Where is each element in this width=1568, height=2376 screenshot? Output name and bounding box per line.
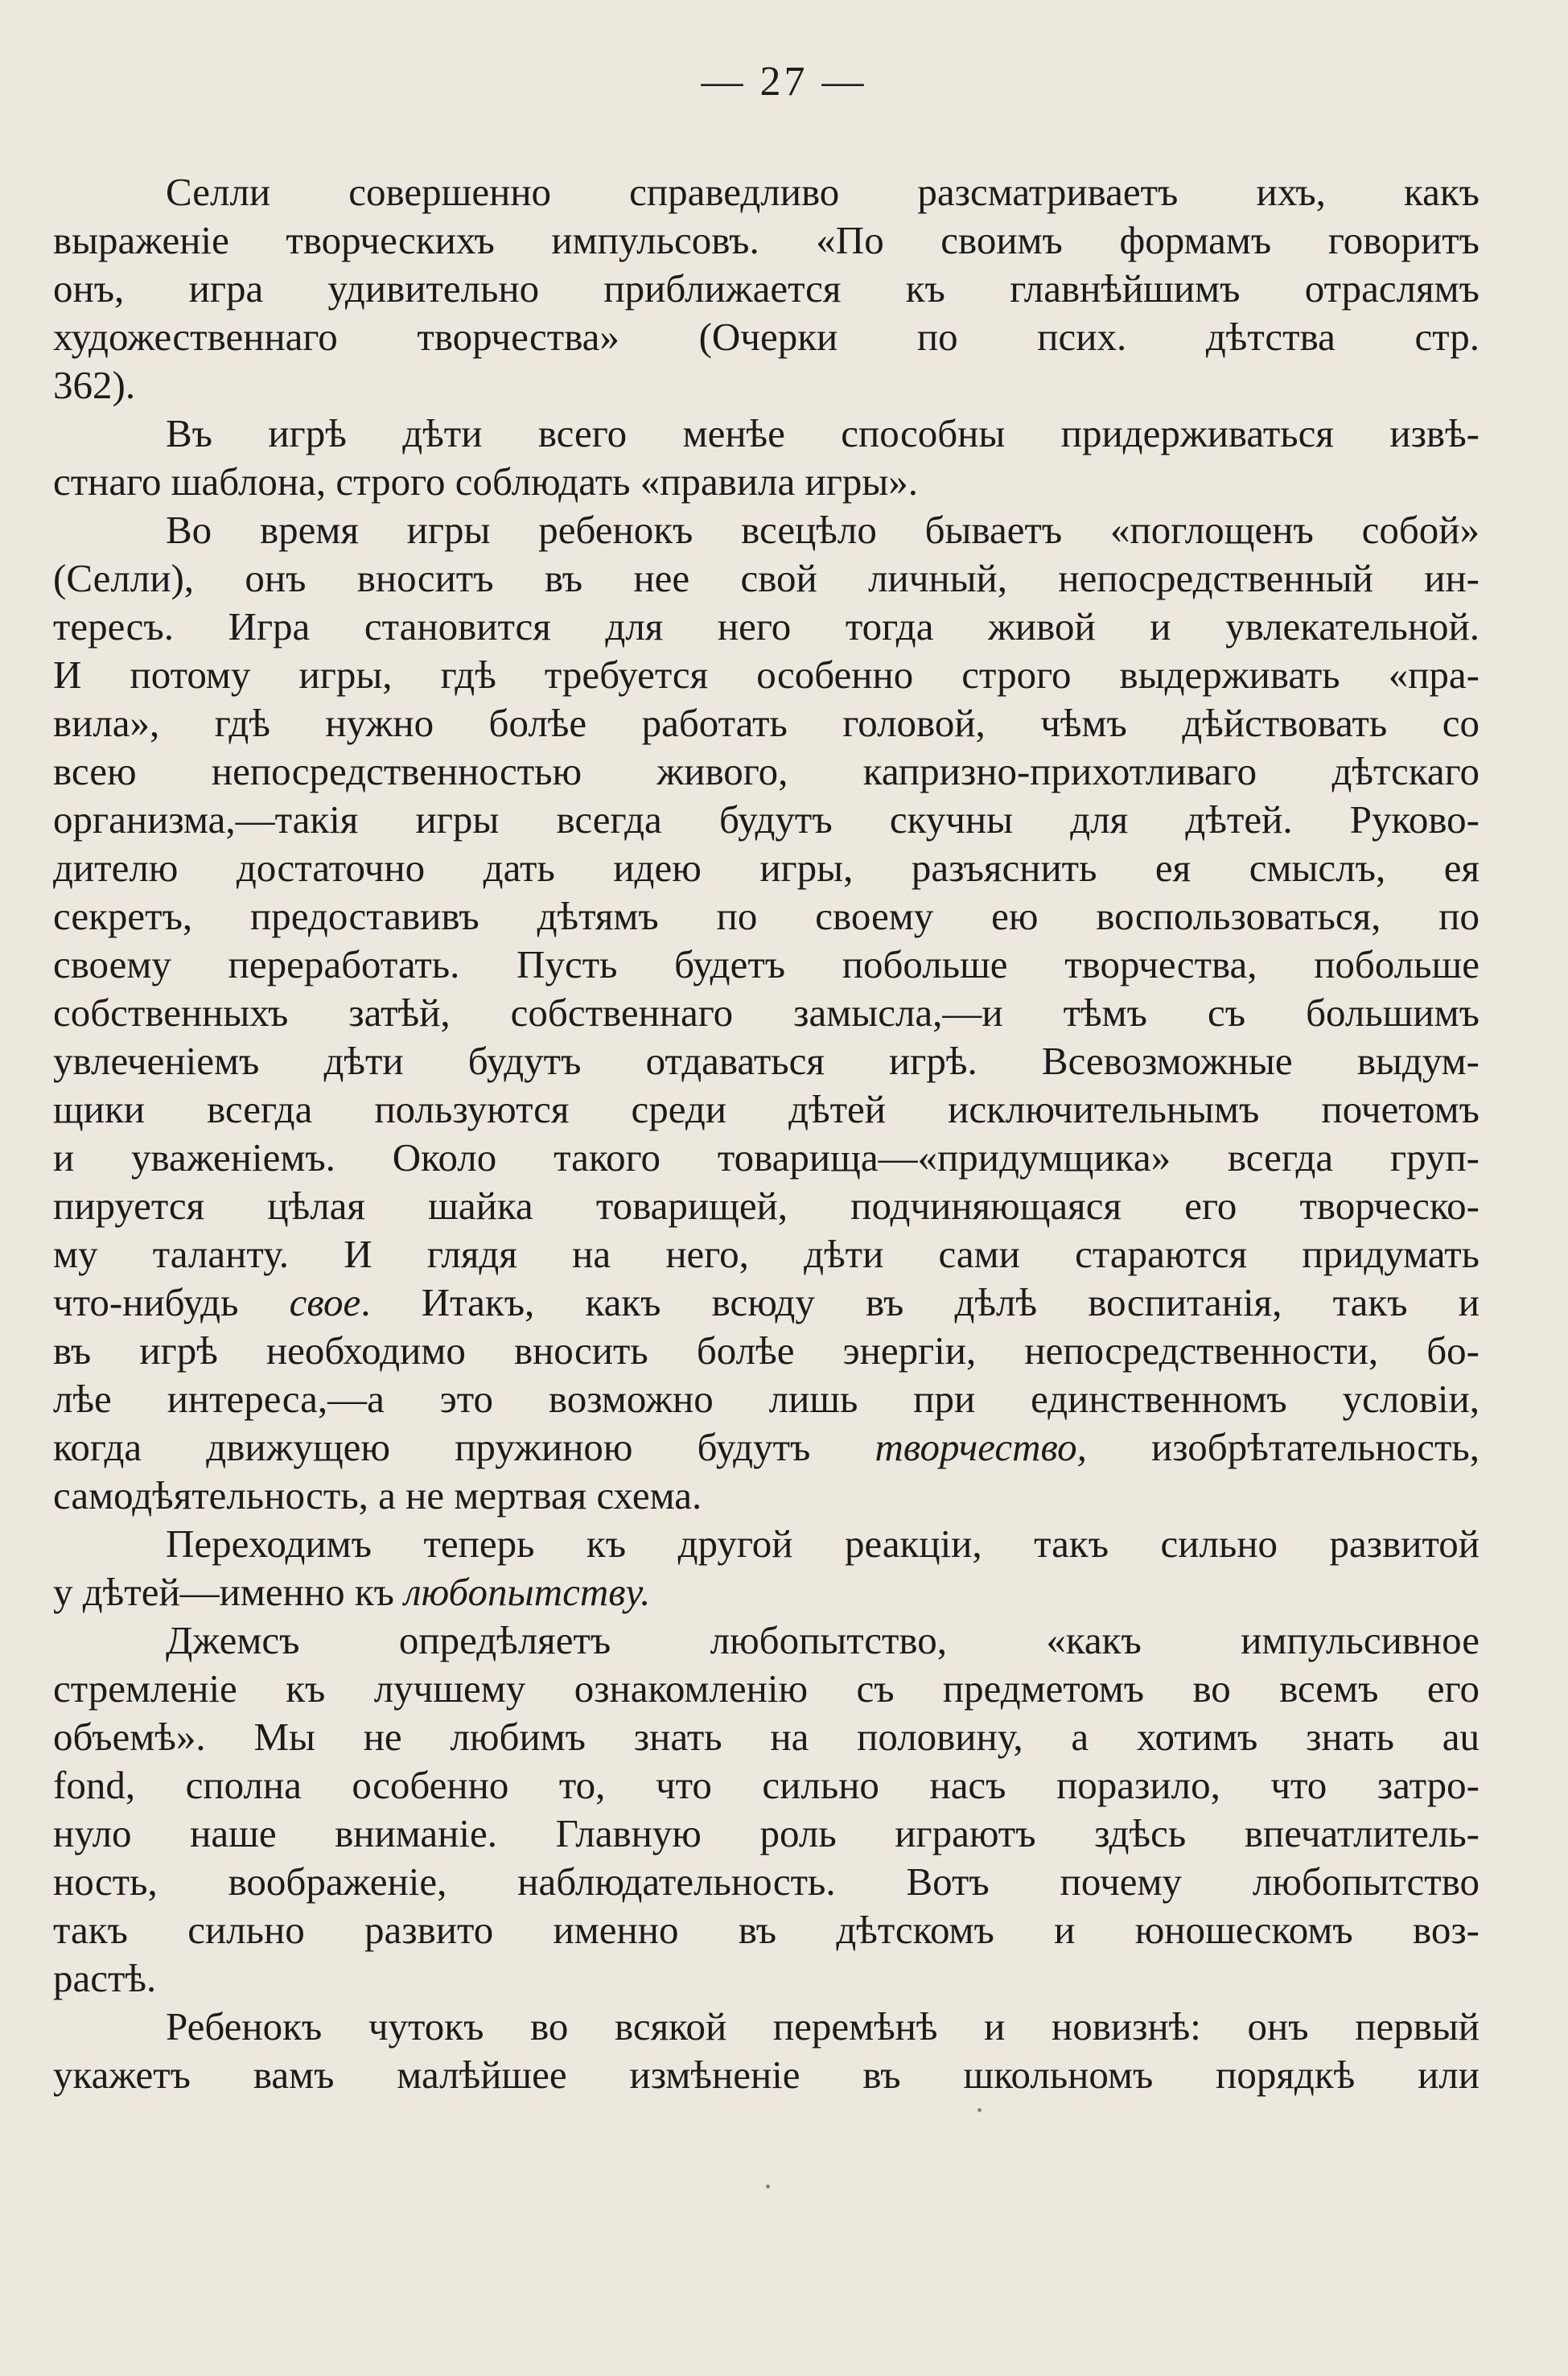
text-line: нуло наше вниманіе. Главную роль играютъ здѣсь впечатлитель- bbox=[53, 1811, 1480, 1855]
text-line-mixed bbox=[53, 1424, 1480, 1471]
page-number: — 27 — bbox=[701, 59, 867, 105]
text-run: когда движущею пружиною будутъ bbox=[53, 1425, 811, 1469]
text-line: собственныхъ затѣй, собственнаго замысла,—и тѣмъ съ большимъ bbox=[53, 990, 1480, 1035]
text-line: И потому игры, гдѣ требуется особенно строго выдерживать «пра- bbox=[53, 653, 1480, 697]
text-line: организма,—такія игры всегда будутъ скучны для дѣтей. Руково- bbox=[53, 797, 1480, 842]
italic-word: свое bbox=[289, 1280, 361, 1324]
text-line: му таланту. И глядя на него, дѣти сами стараются придумать bbox=[53, 1232, 1480, 1276]
text-line: укажетъ вамъ малѣйшее измѣненіе въ школьномъ порядкѣ или bbox=[53, 2053, 1480, 2097]
text-line: Переходимъ теперь къ другой реакціи, такъ сильно развитой bbox=[166, 1522, 1480, 1566]
page-speck bbox=[977, 2108, 982, 2112]
text-line: своему переработать. Пусть будетъ побольше творчества, побольше bbox=[53, 942, 1480, 986]
text-run: . Итакъ, какъ всюду въ дѣлѣ воспитанія, такъ и bbox=[360, 1280, 1480, 1324]
text-line: и уваженіемъ. Около такого товарища—«придумщика» всегда груп- bbox=[53, 1135, 1480, 1180]
text-line: стнаго шаблона, строго соблюдать «правила игры». bbox=[53, 459, 918, 504]
text-line: растѣ. bbox=[53, 1956, 157, 2000]
page-speck bbox=[766, 2185, 770, 2189]
text-line: всею непосредственностью живого, капризно-прихотливаго дѣтскаго bbox=[53, 749, 1480, 793]
text-line: Джемсъ опредѣляетъ любопытство, «какъ импульсивное bbox=[166, 1618, 1480, 1662]
text-line: Ребенокъ чутокъ во всякой перемѣнѣ и новизнѣ: онъ первый bbox=[166, 2004, 1480, 2049]
text-line: Въ игрѣ дѣти всего менѣе способны придерживаться извѣ- bbox=[166, 411, 1480, 455]
text-line-mixed bbox=[53, 1279, 1480, 1326]
text-line: секретъ, предоставивъ дѣтямъ по своему ею воспользоваться, по bbox=[53, 894, 1480, 938]
text-line: (Селли), онъ вноситъ въ нее свой личный, непосредственный ин- bbox=[53, 556, 1480, 600]
text-line: дителю достаточно дать идею игры, разъяснить ея смыслъ, ея bbox=[53, 846, 1480, 890]
text-line: увлеченіемъ дѣти будутъ отдаваться игрѣ. Всевозможные выдум- bbox=[53, 1039, 1480, 1083]
text-line: самодѣятельность, а не мертвая схема. bbox=[53, 1473, 702, 1517]
text-run: что-нибудь bbox=[53, 1280, 239, 1324]
text-line: объемѣ». Мы не любимъ знать на половину, а хотимъ знать au bbox=[53, 1715, 1480, 1759]
text-line: Во время игры ребенокъ всецѣло бываетъ «поглощенъ собой» bbox=[166, 508, 1480, 552]
text-line: лѣе интереса,—а это возможно лишь при единственномъ условіи, bbox=[53, 1377, 1480, 1421]
text-line: пируется цѣлая шайка товарищей, подчиняющаяся его творческо- bbox=[53, 1184, 1480, 1228]
text-run: изобрѣтательность, bbox=[1151, 1425, 1480, 1469]
italic-word: творчество, bbox=[875, 1425, 1087, 1469]
text-line: стремленіе къ лучшему ознакомленію съ предметомъ во всемъ его bbox=[53, 1666, 1480, 1711]
text-line: Селли совершенно справедливо разсматриваетъ ихъ, какъ bbox=[166, 170, 1480, 214]
text-line: художественнаго творчества» (Очерки по псих. дѣтства стр. bbox=[53, 315, 1480, 359]
text-run: у дѣтей—именно къ bbox=[53, 1570, 394, 1614]
text-line: fond, сполна особенно то, что сильно насъ поразило, что затро- bbox=[53, 1763, 1480, 1807]
text-line: выраженіе творческихъ импульсовъ. «По своимъ формамъ говоритъ bbox=[53, 218, 1480, 262]
text-line: въ игрѣ необходимо вносить болѣе энергіи, непосредственности, бо- bbox=[53, 1328, 1480, 1373]
text-line: такъ сильно развито именно въ дѣтскомъ и юношескомъ воз- bbox=[53, 1908, 1480, 1952]
text-line: тересъ. Игра становится для него тогда живой и увлекательной. bbox=[53, 604, 1480, 649]
text-line: 362). bbox=[53, 363, 136, 407]
text-line: онъ, игра удивительно приближается къ главнѣйшимъ отраслямъ bbox=[53, 266, 1480, 311]
italic-word: любопытству. bbox=[404, 1570, 651, 1614]
text-line: вила», гдѣ нужно болѣе работать головой, чѣмъ дѣйствовать со bbox=[53, 701, 1480, 745]
text-line: щики всегда пользуются среди дѣтей исключительнымъ почетомъ bbox=[53, 1087, 1480, 1131]
text-line: ность, воображеніе, наблюдательность. Вотъ почему любопытство bbox=[53, 1859, 1480, 1904]
text-line-mixed bbox=[53, 1569, 1480, 1616]
